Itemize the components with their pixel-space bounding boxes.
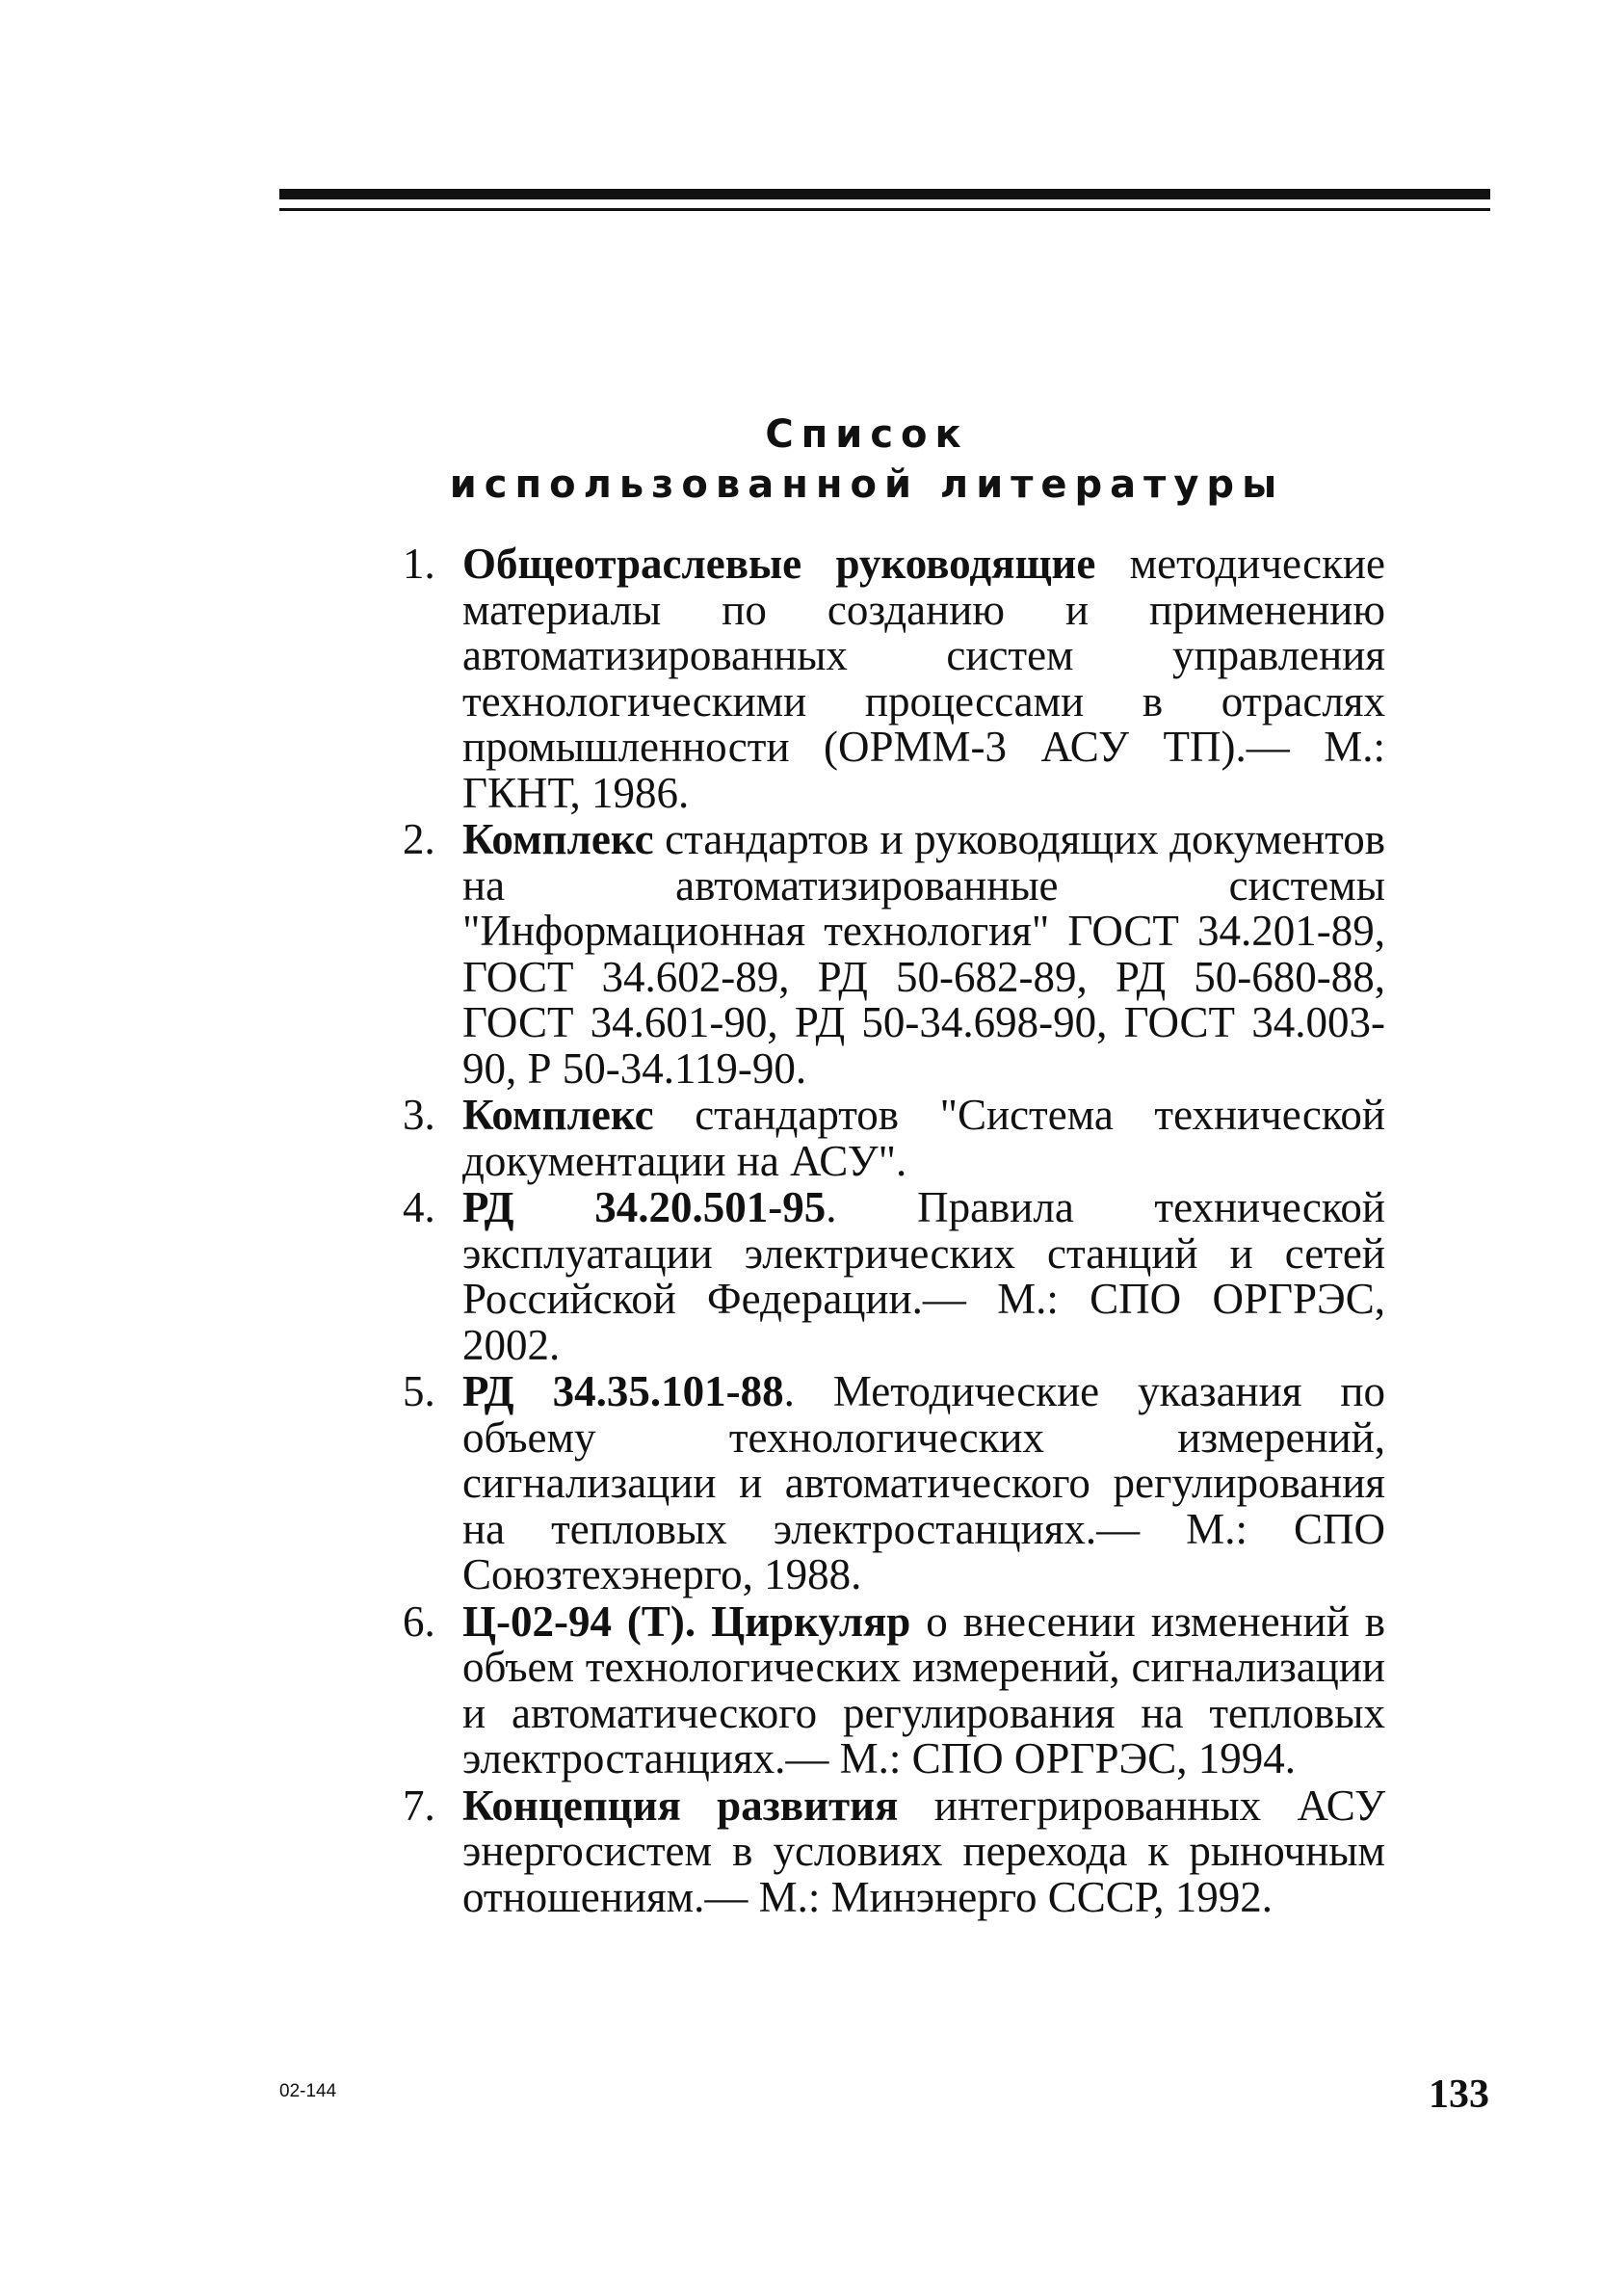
reference-number: 7.	[403, 1781, 435, 1830]
reference-number: 6.	[403, 1597, 435, 1646]
reference-bold-title: РД 34.35.101-88	[462, 1367, 784, 1415]
print-code: 02-144	[279, 2081, 337, 2101]
reference-text: интегрированных АСУ энергосистем в условиях перехода к рыночным отношениям.— М.: Минэнерго СССР, 1992.	[462, 1781, 1385, 1921]
section-heading	[385, 409, 1349, 510]
page-number: 133	[1429, 2072, 1489, 2117]
reference-item	[403, 1185, 1385, 1368]
top-rule-thick	[279, 189, 1490, 199]
reference-bold-title: РД 34.20.501-95	[462, 1183, 827, 1231]
reference-item	[403, 1093, 1385, 1184]
reference-number: 3.	[403, 1091, 435, 1139]
reference-bold-title: Комплекс	[462, 1091, 654, 1139]
reference-number: 4.	[403, 1183, 435, 1231]
reference-text: методические материалы по созданию и применению автоматизированных систем управления технологическими процессами в отраслях промышленности (ОРММ-3 АСУ ТП).— М.: ГКНТ, 1986.	[462, 540, 1385, 817]
top-rule-thin	[279, 208, 1490, 211]
reference-number: 2.	[403, 815, 435, 863]
reference-bold-title: Ц-02-94 (Т). Циркуляр	[462, 1597, 911, 1646]
reference-text: . Методические указания по объему технологических измерений, сигнализации и автоматического регулирования на тепловых электростанциях.— М.: СПО Союзтехэнерго, 1988.	[462, 1367, 1385, 1598]
reference-list	[403, 541, 1385, 1921]
reference-item	[403, 1369, 1385, 1598]
reference-number: 1.	[403, 540, 435, 588]
reference-text: о внесении изменений в объем технологических измерений, сигнализации и автоматического регулирования на тепловых электростанциях.— М.: СПО ОРГРЭС, 1994.	[462, 1597, 1385, 1782]
reference-item	[403, 1783, 1385, 1921]
reference-text: стандартов "Система технической документации на АСУ".	[462, 1091, 1385, 1185]
reference-item	[403, 541, 1385, 816]
reference-bold-title: Общеотраслевые руководящие	[462, 540, 1096, 588]
reference-item	[403, 1599, 1385, 1782]
reference-text: . Правила технической эксплуатации электрических станций и сетей Российской Федерации.— М.: СПО ОРГРЭС, 2002.	[462, 1183, 1385, 1369]
reference-item	[403, 817, 1385, 1092]
heading-line-1: Список	[765, 412, 969, 457]
reference-number: 5.	[403, 1367, 435, 1415]
heading-line-2: использованной литературы	[449, 462, 1285, 507]
reference-text: стандартов и руководящих документов на автоматизированные системы "Информационная технология" ГОСТ 34.201-89, ГОСТ 34.602-89, РД 50-682-89, РД 50-680-88, ГОСТ 34.601-90, РД 50-34.698-90, ГОСТ 34.003-90, Р 50-34.119-90.	[462, 815, 1385, 1093]
reference-bold-title: Концепция развития	[462, 1781, 899, 1830]
reference-bold-title: Комплекс	[462, 815, 654, 863]
